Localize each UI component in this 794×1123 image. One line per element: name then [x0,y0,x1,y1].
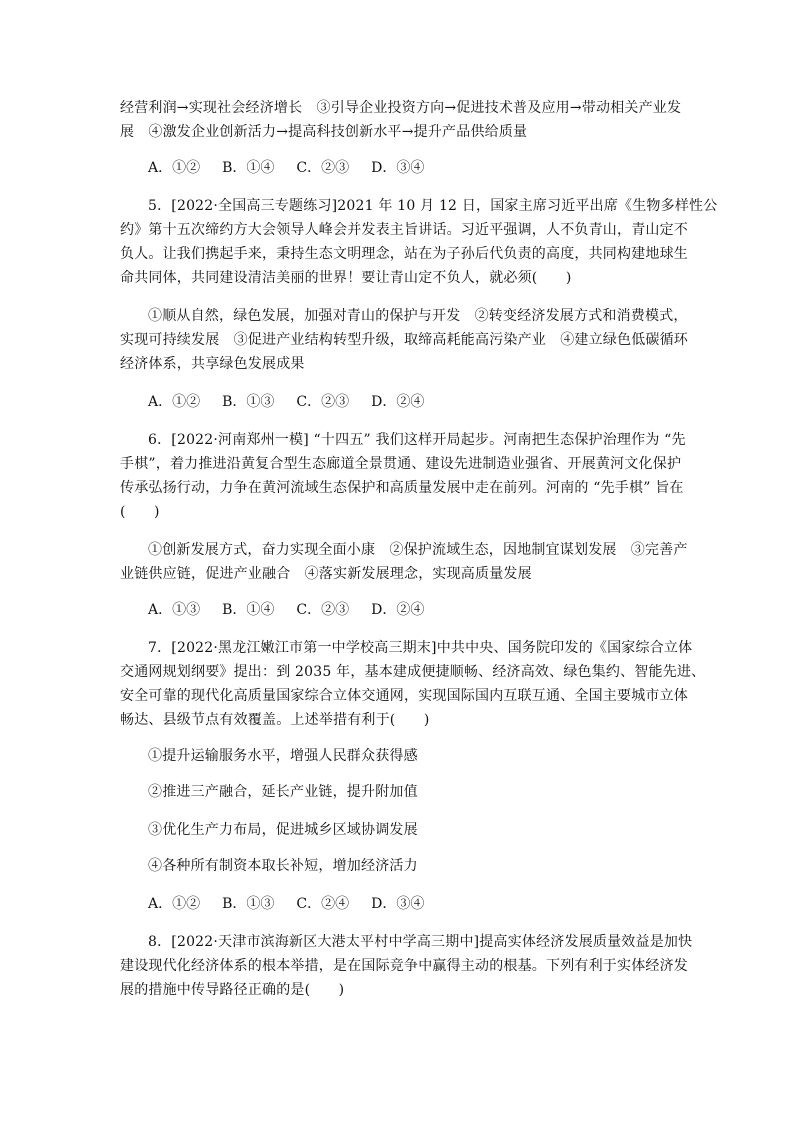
q5-line-2: 约》第十五次缔约方大会领导人峰会并发表主旨讲话。习近平强调，人不负青山，青山定不 [120,222,688,238]
option-b: B．①④ [222,602,275,618]
q8-line-2: 建设现代化经济体系的根本举措，是在国际竞争中赢得主动的根基。下列有利于实体经济发 [120,958,688,974]
cont-line-2: 展 ④激发企业创新活力→提高科技创新水平→提升产品供给质量 [120,124,528,140]
q5-line-3: 负人。让我们携起手来，秉持生态文明理念，站在为子孙后代负责的高度，共同构建地球生 [120,246,688,262]
q6-options [148,598,446,622]
q6-statement-line-1: ①创新发展方式，奋力实现全面小康 ②保护流域生态，因地制宜谋划发展 ③完善产 [148,542,688,558]
q5-statement-line-3: 经济体系，共享绿色发展成果 [120,356,305,372]
q7-statement-4: ④各种所有制资本取长补短，增加经济活力 [148,858,418,874]
option-d: D．③④ [371,160,425,176]
q7-statement-3: ③优化生产力布局，促进城乡区域协调发展 [148,822,418,838]
q7-options [148,892,446,916]
q8-line-1: 8．[2022·天津市滨海新区大港太平村中学高三期中]提高实体经济发展质量效益是加快 [148,934,693,950]
q6-line-2: 手棋”，着力推进沿黄复合型生态廊道全景贯通、建设先进制造业强省、开展黄河文化保护 [120,456,682,472]
q7-line-1: 7．[2022·黑龙江嫩江市第一中学校高三期末]中共中央、国务院印发的《国家综合立体 [148,640,693,656]
option-d: D．②④ [371,602,425,618]
option-c: C．②③ [296,160,350,176]
option-d: D．②④ [371,394,425,410]
option-a: A．①③ [148,602,201,618]
q7-statement-2: ②推进三产融合，延长产业链，提升附加值 [148,784,418,800]
q7-line-3: 安全可靠的现代化高质量国家综合立体交通网，实现国际国内互联互通、全国主要城市立体 [120,688,688,704]
q6-line-4: ( ) [120,504,160,520]
option-b: B．①④ [222,160,275,176]
q8-line-3: 展的措施中传导路径正确的是( ) [120,982,345,998]
q5-line-1: 5．[2022·全国高三专题练习]2021 年 10 月 12 日，国家主席习近平出席《生物多样性公 [148,198,718,214]
q6-line-3: 传承弘扬行动，力争在黄河流域生态保护和高质量发展中走在前列。河南的 “先手棋” 旨在 [120,480,684,496]
option-d: D．③④ [371,896,425,912]
option-a: A．①② [148,394,201,410]
cont-options [148,156,446,180]
option-a: A．①② [148,896,201,912]
q5-statement-line-1: ①顺从自然，绿色发展，加强对青山的保护与开发 ②转变经济发展方式和消费模式， [148,308,688,324]
option-b: B．①③ [222,394,275,410]
option-c: C．②④ [296,896,350,912]
q6-statement-line-2: 业链供应链，促进产业融合 ④落实新发展理念，实现高质量发展 [120,566,532,582]
q5-line-4: 命共同体，共同建设清洁美丽的世界！要让青山定不负人，就必须( ) [120,270,572,286]
q6-line-1: 6．[2022·河南郑州一模] “十四五” 我们这样开局起步。河南把生态保护治理作为 “先 [148,432,686,448]
option-c: C．②③ [296,602,350,618]
q5-options [148,390,446,414]
cont-line-1: 经营利润→实现社会经济增长 ③引导企业投资方向→促进技术普及应用→带动相关产业发 [120,100,682,116]
q5-statement-line-2: 实现可持续发展 ③促进产业结构转型升级，取缔高耗能高污染产业 ④建立绿色低碳循环 [120,332,688,348]
q7-line-4: 畅达、县级节点有效覆盖。上述举措有利于( ) [120,712,430,728]
q7-line-2: 交通网规划纲要》提出：到 2035 年，基本建成便捷顺畅、经济高效、绿色集约、智能先进、 [120,664,706,680]
option-b: B．①③ [222,896,275,912]
q7-statement-1: ①提升运输服务水平，增强人民群众获得感 [148,748,418,764]
option-a: A．①② [148,160,201,176]
option-c: C．②③ [296,394,350,410]
